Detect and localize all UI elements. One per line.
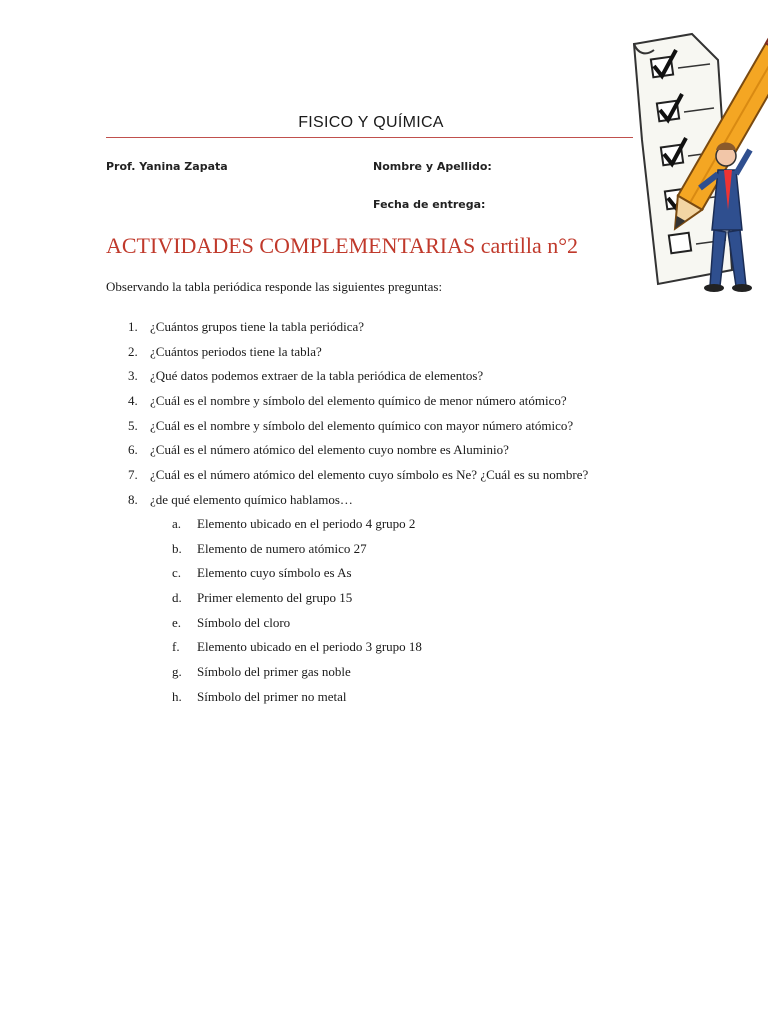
question-item bbox=[106, 367, 666, 392]
subquestion-text: Elemento cuyo símbolo es As bbox=[197, 565, 352, 581]
subquestion-text: Símbolo del cloro bbox=[197, 614, 291, 630]
question-item bbox=[106, 343, 666, 368]
subquestion-letter: h. bbox=[172, 688, 182, 704]
question-item bbox=[106, 417, 666, 442]
subquestion-text: Primer elemento del grupo 15 bbox=[197, 589, 353, 605]
question-number: 5. bbox=[128, 417, 138, 433]
student-name-label: Nombre y Apellido: bbox=[373, 160, 492, 173]
questions-list bbox=[106, 318, 666, 704]
subquestion-text: Símbolo del primer gas noble bbox=[197, 663, 351, 679]
header-title: FISICO Y QUÍMICA bbox=[298, 114, 444, 131]
question-text: ¿Cuál es el número atómico del elemento cuyo símbolo es Ne? ¿Cuál es su nombre? bbox=[150, 467, 589, 483]
document-heading: ACTIVIDADES COMPLEMENTARIAS cartilla n°2 bbox=[106, 233, 579, 258]
subquestion-letter: e. bbox=[172, 614, 182, 630]
subquestion-letter: b. bbox=[172, 540, 182, 556]
question-number: 6. bbox=[128, 442, 138, 458]
subquestion-item bbox=[172, 638, 612, 663]
subquestion-item bbox=[172, 515, 612, 540]
question-number: 1. bbox=[128, 319, 138, 334]
question-text: ¿Cuántos periodos tiene la tabla? bbox=[150, 343, 322, 359]
subquestion-text: Elemento ubicado en el periodo 4 grupo 2 bbox=[197, 515, 416, 531]
question-text: ¿Qué datos podemos extraer de la tabla periódica de elementos? bbox=[150, 368, 484, 384]
subquestion-letter: a. bbox=[172, 515, 182, 531]
subquestion-item bbox=[172, 614, 612, 639]
question-item bbox=[106, 392, 666, 417]
question-item bbox=[106, 491, 666, 704]
question-item bbox=[106, 466, 666, 491]
question-number: 4. bbox=[128, 393, 138, 409]
subquestion-text: Elemento de numero atómico 27 bbox=[197, 540, 367, 556]
subquestion-text: Elemento ubicado en el periodo 3 grupo 18 bbox=[197, 639, 422, 655]
question-number: 2. bbox=[128, 343, 138, 359]
subquestion-item bbox=[172, 688, 612, 713]
question-item bbox=[106, 441, 666, 466]
question-text: ¿Cuál es el nombre y símbolo del elemento químico con mayor número atómico? bbox=[150, 417, 574, 433]
question-number: 3. bbox=[128, 368, 138, 384]
question-text: ¿Cuántos grupos tiene la tabla periódica? bbox=[150, 319, 365, 334]
question-text: ¿Cuál es el nombre y símbolo del elemento químico de menor número atómico? bbox=[150, 393, 567, 409]
instructions-text: Observando la tabla periódica responde las siguientes preguntas: bbox=[106, 279, 443, 294]
teacher-name: Prof. Yanina Zapata bbox=[106, 160, 228, 173]
question-item bbox=[106, 318, 666, 343]
checklist-pencil-person-icon bbox=[632, 20, 768, 298]
question-text: ¿Cuál es el número atómico del elemento cuyo nombre es Aluminio? bbox=[150, 442, 509, 458]
subquestion-text: Símbolo del primer no metal bbox=[197, 688, 347, 704]
subquestion-item bbox=[172, 564, 612, 589]
due-date-label: Fecha de entrega: bbox=[373, 198, 486, 211]
question-number: 8. bbox=[128, 491, 138, 507]
subquestion-letter: d. bbox=[172, 589, 182, 605]
header-divider bbox=[106, 137, 633, 138]
subquestion-letter: f. bbox=[172, 639, 180, 655]
subquestion-letter: c. bbox=[172, 565, 182, 581]
subquestion-item bbox=[172, 540, 612, 565]
subquestion-item bbox=[172, 589, 612, 614]
subquestion-letter: g. bbox=[172, 663, 182, 679]
subquestion-item bbox=[172, 663, 612, 688]
question-text: ¿de qué elemento químico hablamos… bbox=[150, 491, 353, 507]
subquestions-list bbox=[172, 515, 612, 713]
question-number: 7. bbox=[128, 467, 138, 483]
